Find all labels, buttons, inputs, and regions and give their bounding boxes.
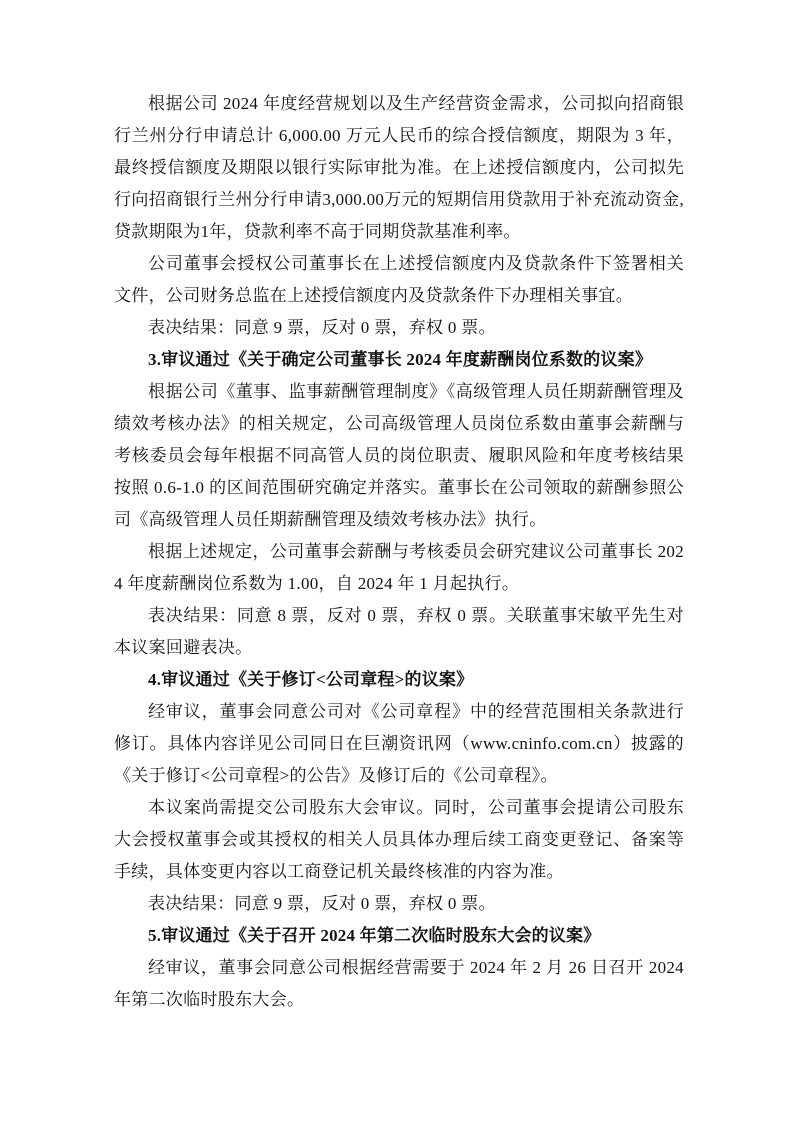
paragraph-shareholders-meeting-detail: 经审议，董事会同意公司根据经营需要于 2024 年 2 月 26 日召开 2024 年第二次临时股东大会。 <box>114 958 684 1009</box>
vote-result-item-2: 表决结果：同意 9 票，反对 0 票，弃权 0 票。 <box>148 318 496 337</box>
vote-result-item-3: 表决结果：同意 8 票，反对 0 票，弃权 0 票。关联董事宋敏平先生对本议案回避表决。 <box>114 606 684 657</box>
vote-result-item-4: 表决结果：同意 9 票，反对 0 票，弃权 0 票。 <box>148 894 496 913</box>
document-text-block <box>114 88 684 1016</box>
paragraph-authorization-statement: 公司董事会授权公司董事长在上述授信额度内及贷款条件下签署相关文件，公司财务总监在上述授信额度内及贷款条件下办理相关事宜。 <box>114 254 684 305</box>
heading-item-4: 4.审议通过《关于修订<公司章程>的议案》 <box>148 670 474 689</box>
paragraph-charter-amendment-procedure: 本议案尚需提交公司股东大会审议。同时，公司董事会提请公司股东大会授权董事会或其授权的相关人员具体办理后续工商变更登记、备案等手续，具体变更内容以工商登记机关最终核准的内容为准。 <box>114 798 684 881</box>
paragraph-credit-application-detail: 根据公司 2024 年度经营规划以及生产经营资金需求，公司拟向招商银行兰州分行申请总计 6,000.00 万元人民币的综合授信额度，期限为 3 年，最终授信额度及期限以银行实际审批为准。在上述授信额度内，公司拟先行向招商银行兰州分行申请3,000.00万元的短期信用贷款用于补充流动资金,贷款期限为1年，贷款利率不高于同期贷款基准利率。 <box>114 94 684 241</box>
paragraph-salary-coefficient-decision: 根据上述规定，公司董事会薪酬与考核委员会研究建议公司董事长 2024 年度薪酬岗位系数为 1.00，自 2024 年 1 月起执行。 <box>114 542 684 593</box>
paragraph-salary-coefficient-basis: 根据公司《董事、监事薪酬管理制度》《高级管理人员任期薪酬管理及绩效考核办法》的相关规定，公司高级管理人员岗位系数由董事会薪酬与考核委员会每年根据不同高管人员的岗位职责、履职风险和年度考核结果按照 0.6-1.0 的区间范围研究确定并落实。董事长在公司领取的薪酬参照公司《高级管理人员任期薪酬管理及绩效考核办法》执行。 <box>114 382 684 529</box>
heading-item-5: 5.审议通过《关于召开 2024 年第二次临时股东大会的议案》 <box>148 926 601 945</box>
paragraph-charter-amendment-detail: 经审议，董事会同意公司对《公司章程》中的经营范围相关条款进行修订。具体内容详见公司同日在巨潮资讯网（www.cninfo.com.cn）披露的《关于修订<公司章程>的公告》及修订后的《公司章程》。 <box>114 702 684 785</box>
heading-item-3: 3.审议通过《关于确定公司董事长 2024 年度薪酬岗位系数的议案》 <box>148 350 653 369</box>
